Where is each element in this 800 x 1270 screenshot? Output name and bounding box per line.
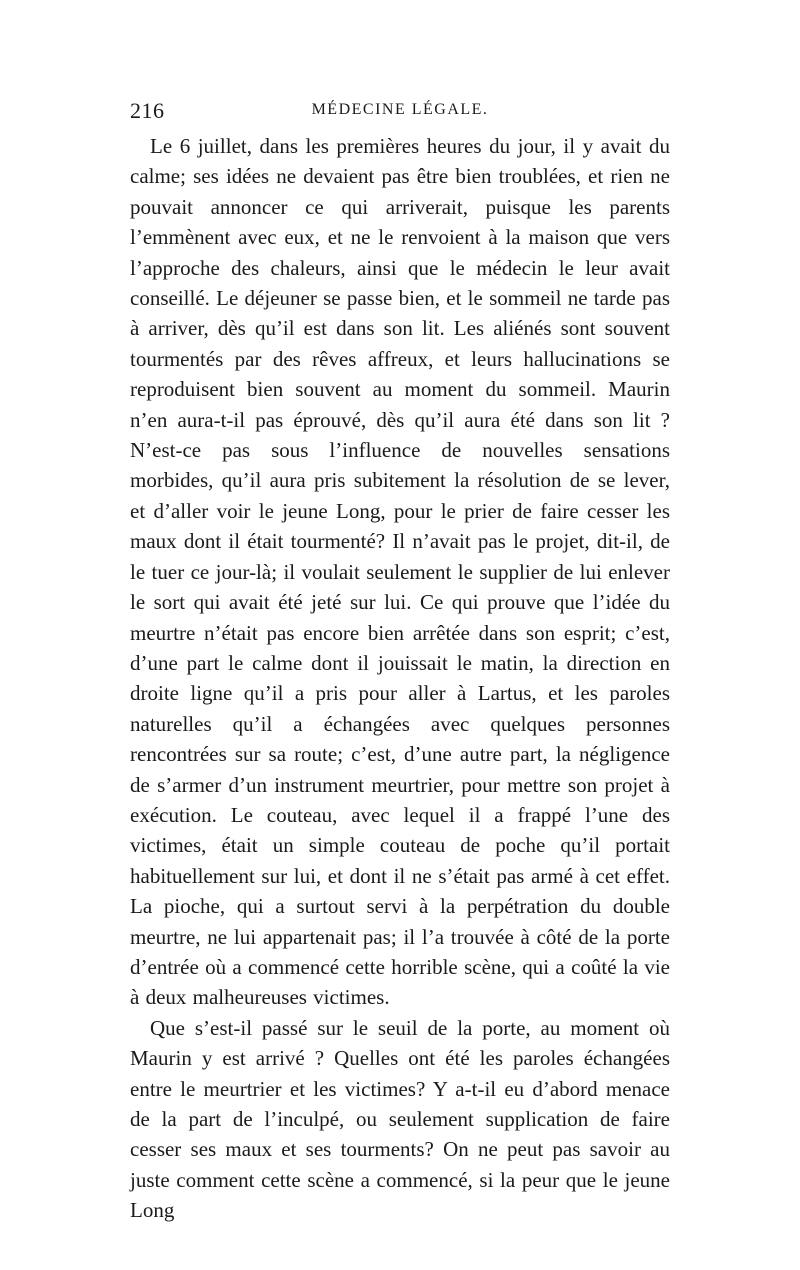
paragraph-2: Que s’est-il passé sur le seuil de la porte, au moment où Maurin y est arrivé ? Quelles ont été les paroles échangées entre le meurtrier et les victimes? Y a-t-il eu d’abord menace de la part de l’inculpé, ou seulement supplication de faire cesser ses maux et ses tourments? On ne peut pas savoir au juste comment cette scène a commencé, si la peur que le jeune Long bbox=[130, 1015, 670, 1223]
body-text bbox=[130, 131, 670, 1226]
paragraph-1: Le 6 juillet, dans les premières heures du jour, il y avait du calme; ses idées ne devaient pas être bien troublées, et rien ne pouvait annoncer ce qui arriverait, puisque les parents l’emmènent avec eux, et ne le renvoient à la maison que vers l’approche des chaleurs, ainsi que le médecin le leur avait conseillé. Le déjeuner se passe bien, et le sommeil ne tarde pas à arriver, dès qu’il est dans son lit. Les aliénés sont souvent tourmentés par des rêves affreux, et leurs hallucinations se reproduisent bien souvent au moment du sommeil. Maurin n’en aura-t-il pas éprouvé, dès qu’il aura été dans son lit ? N’est-ce pas sous l’influence de nouvelles sensations morbides, qu’il aura pris subitement la résolution de se lever, et d’aller voir le jeune Long, pour le prier de faire cesser les maux dont il était tourmenté? Il n’avait pas le projet, dit-il, de le tuer ce jour-là; il voulait seulement le supplier de lui enlever le sort qui avait été jeté sur lui. Ce qui prouve que l’idée du meurtre n’était pas encore bien arrêtée dans son esprit; c’est, d’une part le calme dont il jouissait le matin, la direction en droite ligne qu’il a pris pour aller à Lartus, et les paroles naturelles qu’il a échangées avec quelques personnes rencontrées sur sa route; c’est, d’une autre part, la négligence de s’armer d’un instrument meurtrier, pour mettre son projet à exécution. Le couteau, avec lequel il a frappé l’une des victimes, était un simple couteau de poche qu’il portait habituellement sur lui, et dont il ne s’était pas armé à cet effet. La pioche, qui a surtout servi à la perpétration du double meurtre, ne lui appartenait pas; il l’a trouvée à côté de la porte d’entrée où a commencé cette horrible scène, qui a coûté la vie à deux malheureuses victimes. bbox=[130, 134, 670, 1010]
running-head: MÉDECINE LÉGALE. bbox=[311, 101, 489, 118]
page-header bbox=[130, 98, 670, 124]
page-number: 216 bbox=[130, 98, 165, 123]
